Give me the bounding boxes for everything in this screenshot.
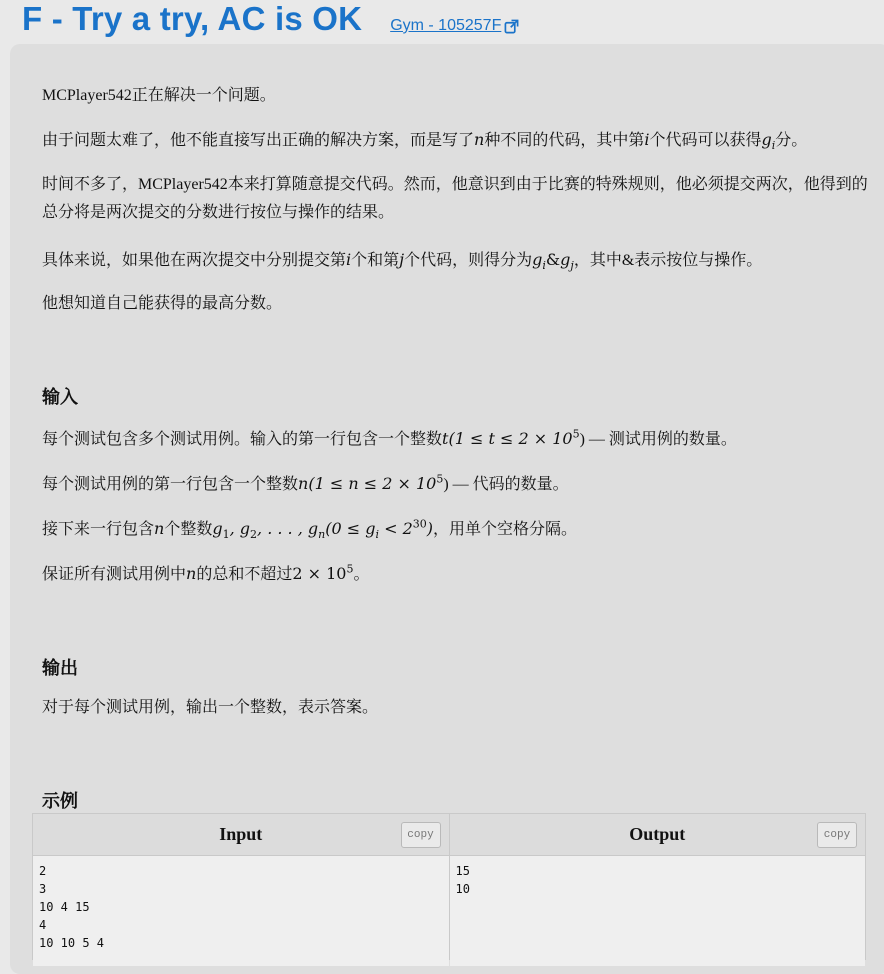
- statement-paragraph-5: 他想知道自己能获得的最高分数。: [42, 295, 283, 312]
- examples-table: [32, 813, 866, 960]
- example-input-text: 2 3 10 4 15 4 10 10 5 4: [33, 856, 449, 966]
- example-input-column: [32, 814, 449, 960]
- source-link[interactable]: [390, 17, 519, 35]
- input-line-3: 接下来一行包含n个整数$g_1$, $g_2$, . . . , $g_n(0 \le g_i < 2^{30})$，用单个空格分隔。: [42, 517, 578, 542]
- external-link-icon: [504, 19, 519, 34]
- example-input-header: [33, 814, 449, 856]
- problem-header: [22, 0, 519, 40]
- examples-heading: 示例: [42, 791, 78, 811]
- input-heading: 输入: [42, 387, 78, 407]
- statement-paragraph-1: MCPlayer542正在解决一个问题。: [42, 87, 276, 104]
- statement-paragraph-2: 由于问题太难了，他不能直接写出正确的解决方案，而是写了n种不同的代码，其中第i个代码可以获得$g_i$分。: [42, 130, 808, 153]
- example-output-column: [449, 814, 867, 960]
- input-line-2: 每个测试用例的第一行包含一个整数$n(1 \le n \le 2 \times 10^5)$ — 代码的数量。: [42, 472, 569, 493]
- statement-paragraph-3: 时间不多了，MCPlayer542本来打算随意提交代码。然而，他意识到由于比赛的特殊规则，他必须提交两次，他得到的总分将是两次提交的分数进行按位与操作的结果。: [42, 176, 868, 221]
- output-heading: 输出: [42, 658, 78, 678]
- copy-input-button[interactable]: copy: [401, 822, 441, 848]
- problem-title: F - Try a try, AC is OK: [22, 0, 363, 37]
- input-line-1: 每个测试包含多个测试用例。输入的第一行包含一个整数$t(1 \le t \le 2 \times 10^5)$ — 测试用例的数量。: [42, 427, 737, 448]
- example-output-header: [450, 814, 866, 856]
- example-input-title: Input: [219, 824, 263, 844]
- source-link-label: Gym - 105257F: [390, 17, 502, 34]
- output-text: 对于每个测试用例，输出一个整数，表示答案。: [42, 699, 379, 716]
- statement-paragraph-4: 具体来说，如果他在两次提交中分别提交第i个和第j个代码，则得分为$g_i\&g_j$，其中&表示按位与操作。: [42, 250, 763, 273]
- example-output-text: 15 10: [450, 856, 866, 966]
- input-line-4: 保证所有测试用例中n的总和不超过$2 \times 10^5$。: [42, 562, 370, 583]
- copy-output-button[interactable]: copy: [817, 822, 857, 848]
- example-output-title: Output: [629, 824, 686, 844]
